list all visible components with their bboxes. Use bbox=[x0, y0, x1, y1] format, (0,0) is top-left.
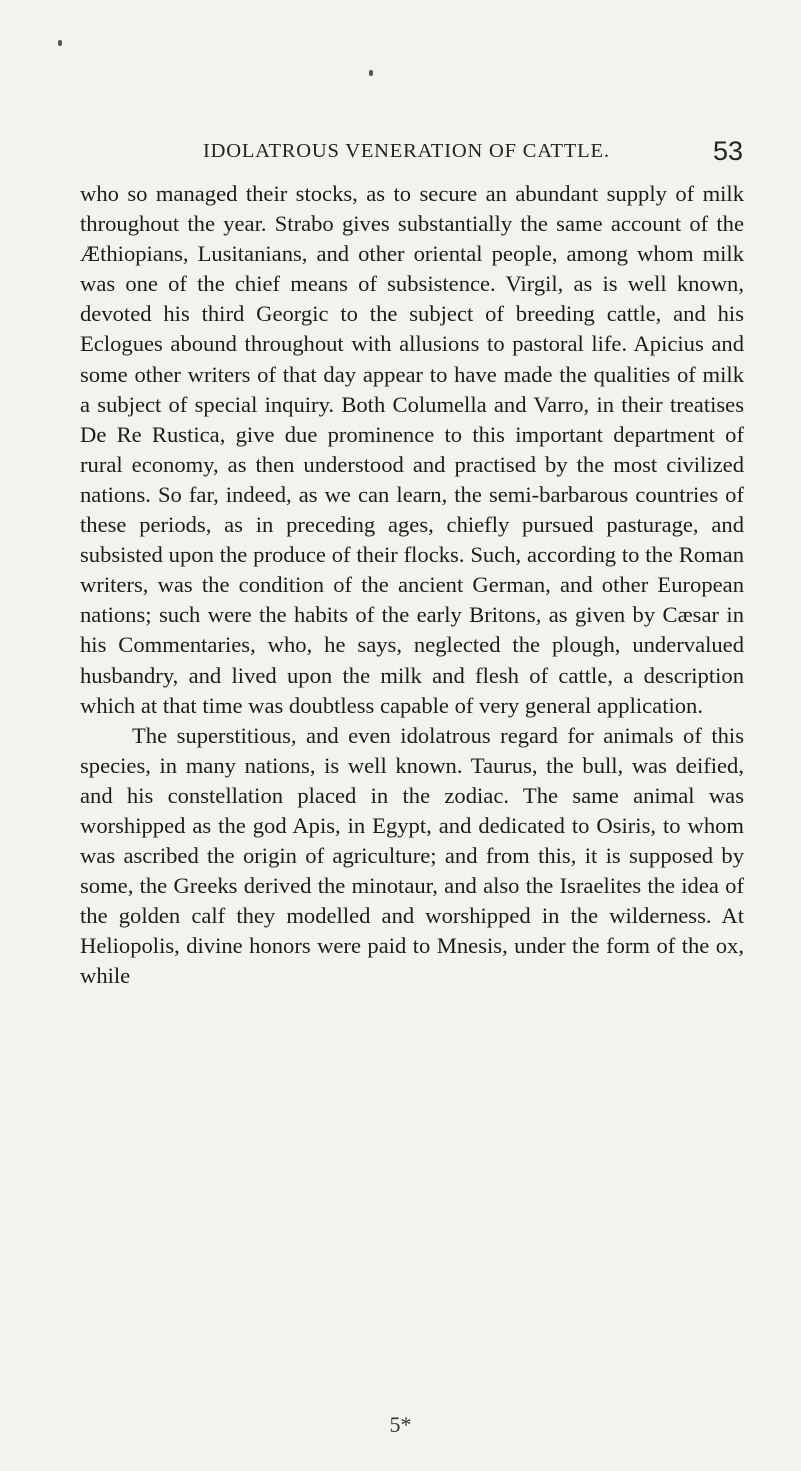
speck-mark bbox=[58, 40, 62, 46]
paragraph: who so managed their stocks, as to secure an abundant supply of milk throughout the year. Strabo gives substantially the same account of the Æthiopians, Lusitanians, and other oriental people, among whom milk was one of the chief means of subsistence. Virgil, as is well known, devoted his third Georgic to the subject of breeding cattle, and his Eclogues abound throughout with allusions to pastoral life. Apicius and some other writers of that day appear to have made the qualities of milk a subject of special inquiry. Both Columella and Varro, in their treatises De Re Rustica, give due prominence to this important department of rural economy, as then understood and practised by the most civilized nations. So far, indeed, as we can learn, the semi-barbarous countries of these periods, as in preceding ages, chiefly pursued pasturage, and subsisted upon the produce of their flocks. Such, according to the Roman writers, was the condition of the ancient German, and other European nations; such were the habits of the early Britons, as given by Cæsar in his Commentaries, who, he says, neglected the plough, undervalued husbandry, and lived upon the milk and flesh of cattle, a description which at that time was doubtless capable of very general application. bbox=[80, 181, 744, 718]
speck-mark bbox=[369, 70, 373, 76]
paragraph: The superstitious, and even idolatrous regard for animals of this species, in many nations, is well known. Taurus, the bull, was deified, and his constellation placed in the zodiac. The same animal was worshipped as the god Apis, in Egypt, and dedicated to Osiris, to whom was ascribed the origin of agriculture; and from this, it is supposed by some, the Greeks derived the minotaur, and also the Israelites the idea of the golden calf they modelled and worshipped in the wilderness. At Heliopolis, divine honors were paid to Mnesis, under the form of the ox, while bbox=[80, 722, 744, 989]
page-number: 53 bbox=[712, 136, 743, 166]
body-text bbox=[80, 179, 744, 992]
signature-mark: 5* bbox=[389, 1412, 412, 1437]
running-title: IDOLATROUS VENERATION OF CATTLE. bbox=[203, 140, 610, 162]
page-header bbox=[203, 136, 743, 168]
